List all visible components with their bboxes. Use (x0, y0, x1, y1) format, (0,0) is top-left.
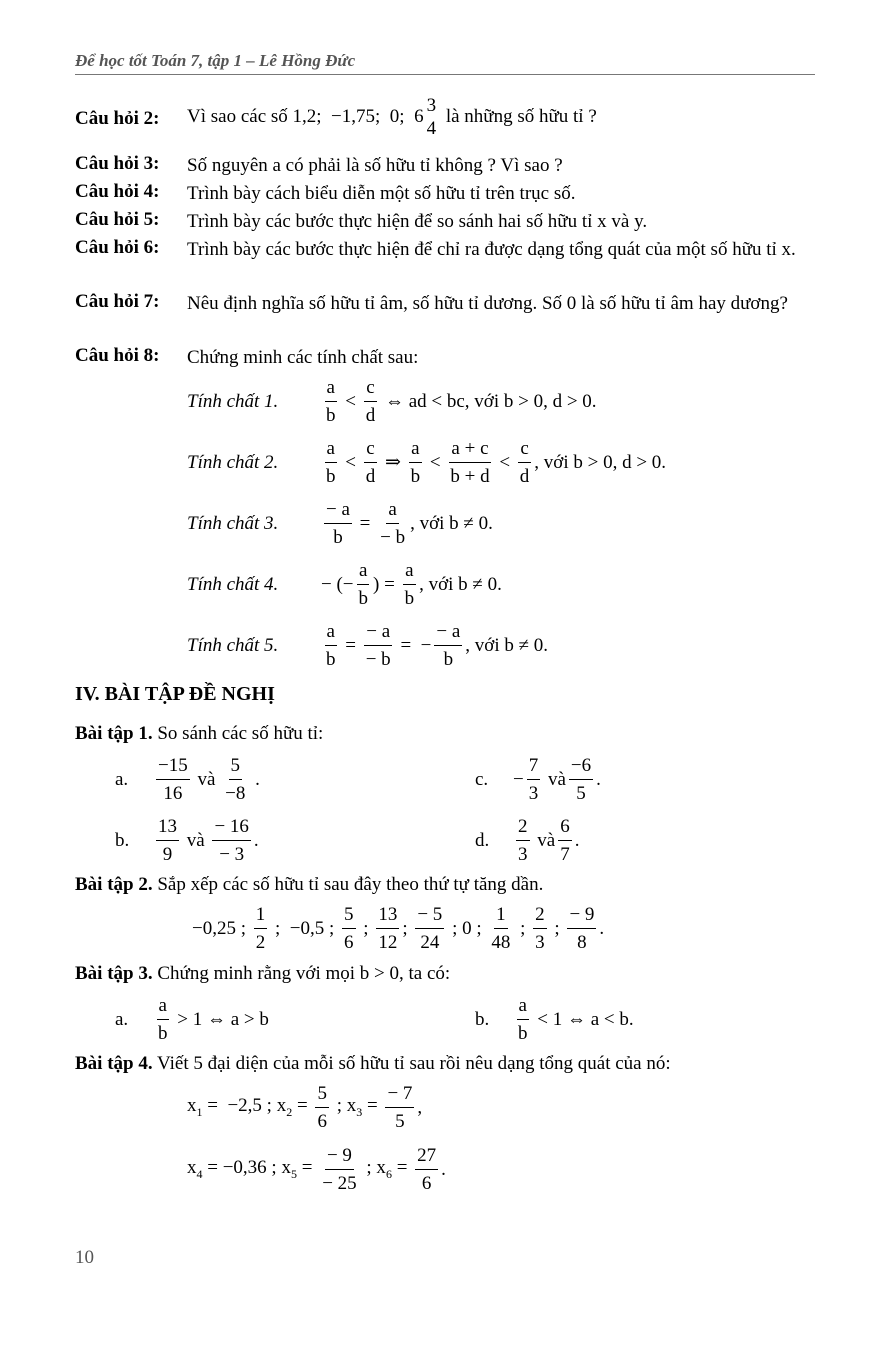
question-4-text: Trình bày cách biểu diễn một số hữu tỉ trên trục số. (187, 183, 576, 204)
property-3: Tính chất 3. $\frac{- a}{b}$ = $\frac{a}{- b}$ , với b ≠ 0. (187, 499, 493, 548)
question-7-label: Câu hỏi 7: (75, 291, 160, 312)
question-2-label: Câu hỏi 2: (75, 108, 160, 129)
exercise-1a: a. $\frac{-15}{16}$ và $\frac{5}{-8}$ . (115, 755, 260, 804)
property-1-label: Tính chất 1. (187, 390, 279, 412)
question-5-text: Trình bày các bước thực hiện để so sánh hai số hữu tỉ x và y. (187, 211, 648, 232)
question-5-label: Câu hỏi 5: (75, 209, 160, 230)
question-7-text: Nêu định nghĩa số hữu tỉ âm, số hữu tỉ dương. Số 0 là số hữu tỉ âm hay dương? (187, 293, 788, 314)
exercise-1d: d. $\frac{2}{3}$ và $\frac{6}{7}$ . (475, 816, 580, 865)
property-4: Tính chất 4. − (− $\frac{a}{b}$ ) = $\frac{a}{b}$ , với b ≠ 0. (187, 560, 502, 609)
page-header: Để học tốt Toán 7, tập 1 – Lê Hồng Đức (75, 51, 356, 70)
exercise-1b: b. $\frac{13}{9}$ và $\frac{- 16}{- 3}$ . (115, 816, 259, 865)
property-3-label: Tính chất 3. (187, 512, 279, 534)
exercise-2: Bài tập 2. Sắp xếp các số hữu tỉ sau đây theo thứ tự tăng dần. (75, 874, 544, 895)
property-5-label: Tính chất 5. (187, 634, 279, 656)
exercise-4-line2: $x_4 = -0,36$ ; $x_5$ = $\frac{- 9}{- 25}$ ; $x_6$ = $\frac{27}{6}$ . (187, 1145, 446, 1194)
property-2-label: Tính chất 2. (187, 451, 279, 473)
property-1: Tính chất 1. $\frac{a}{b}$ < $\frac{c}{d}$ ⇔ ad < bc, với b > 0, d > 0. (187, 377, 597, 426)
exercise-1c: c. − $\frac{7}{3}$ và $\frac{-6}{5}$ . (475, 755, 601, 804)
exercise-3b: b. $\frac{a}{b}$ < 1 ⇔ a < b. (475, 995, 634, 1044)
question-3-text: Số nguyên a có phải là số hữu tỉ không ? Vì sao ? (187, 155, 563, 176)
question-6-text: Trình bày các bước thực hiện để chỉ ra được dạng tổng quát của một số hữu tỉ x. (187, 239, 796, 260)
question-8-text: Chứng minh các tính chất sau: (187, 347, 419, 368)
page-number: 10 (75, 1247, 94, 1268)
exercise-3a: a. $\frac{a}{b}$ > 1 ⇔ a > b (115, 995, 269, 1044)
property-5: Tính chất 5. $\frac{a}{b}$ = $\frac{- a}{- b}$ = − $\frac{- a}{b}$ , với b ≠ 0. (187, 621, 549, 670)
property-2: Tính chất 2. $\frac{a}{b}$ < $\frac{c}{d}$ ⇒ $\frac{a}{b}$ < $\frac{a + c}{b + d}$ < $\frac{c}{d}$ , với b > 0, d > 0. (187, 438, 667, 487)
exercise-2-list: −0,25 ; $\frac{1}{2}$ ; −0,5 ; $\frac{5}{6}$ ; $\frac{13}{12}$ ; $\frac{- 5}{24}$ ; 0 ; $\frac{1}{48}$ ; $\frac{2}{3}$ ; $\frac{- 9}{8}$ . (192, 904, 605, 953)
exercise-3: Bài tập 3. Chứng minh rằng với mọi b > 0, ta có: (75, 963, 451, 984)
question-8-label: Câu hỏi 8: (75, 345, 160, 366)
exercise-4: Bài tập 4. Viết 5 đại diện của mỗi số hữu tỉ sau rồi nêu dạng tổng quát của nó: (75, 1053, 671, 1074)
question-3-label: Câu hỏi 3: (75, 153, 160, 174)
header-rule (75, 74, 815, 75)
question-6-label: Câu hỏi 6: (75, 237, 160, 258)
question-2-text: Vì sao các số 1,2; −1,75; 0; 6 3 4 là những số hữu tỉ ? (187, 95, 597, 139)
section-title: IV. BÀI TẬP ĐỀ NGHỊ (75, 683, 275, 705)
exercise-4-line1: $x_1 = -2,5$ ; $x_2$ = $\frac{5}{6}$ ; $x_3$ = $\frac{- 7}{5}$ , (187, 1083, 423, 1132)
property-4-label: Tính chất 4. (187, 573, 279, 595)
question-4-label: Câu hỏi 4: (75, 181, 160, 202)
exercise-1: Bài tập 1. So sánh các số hữu tỉ: (75, 723, 324, 744)
